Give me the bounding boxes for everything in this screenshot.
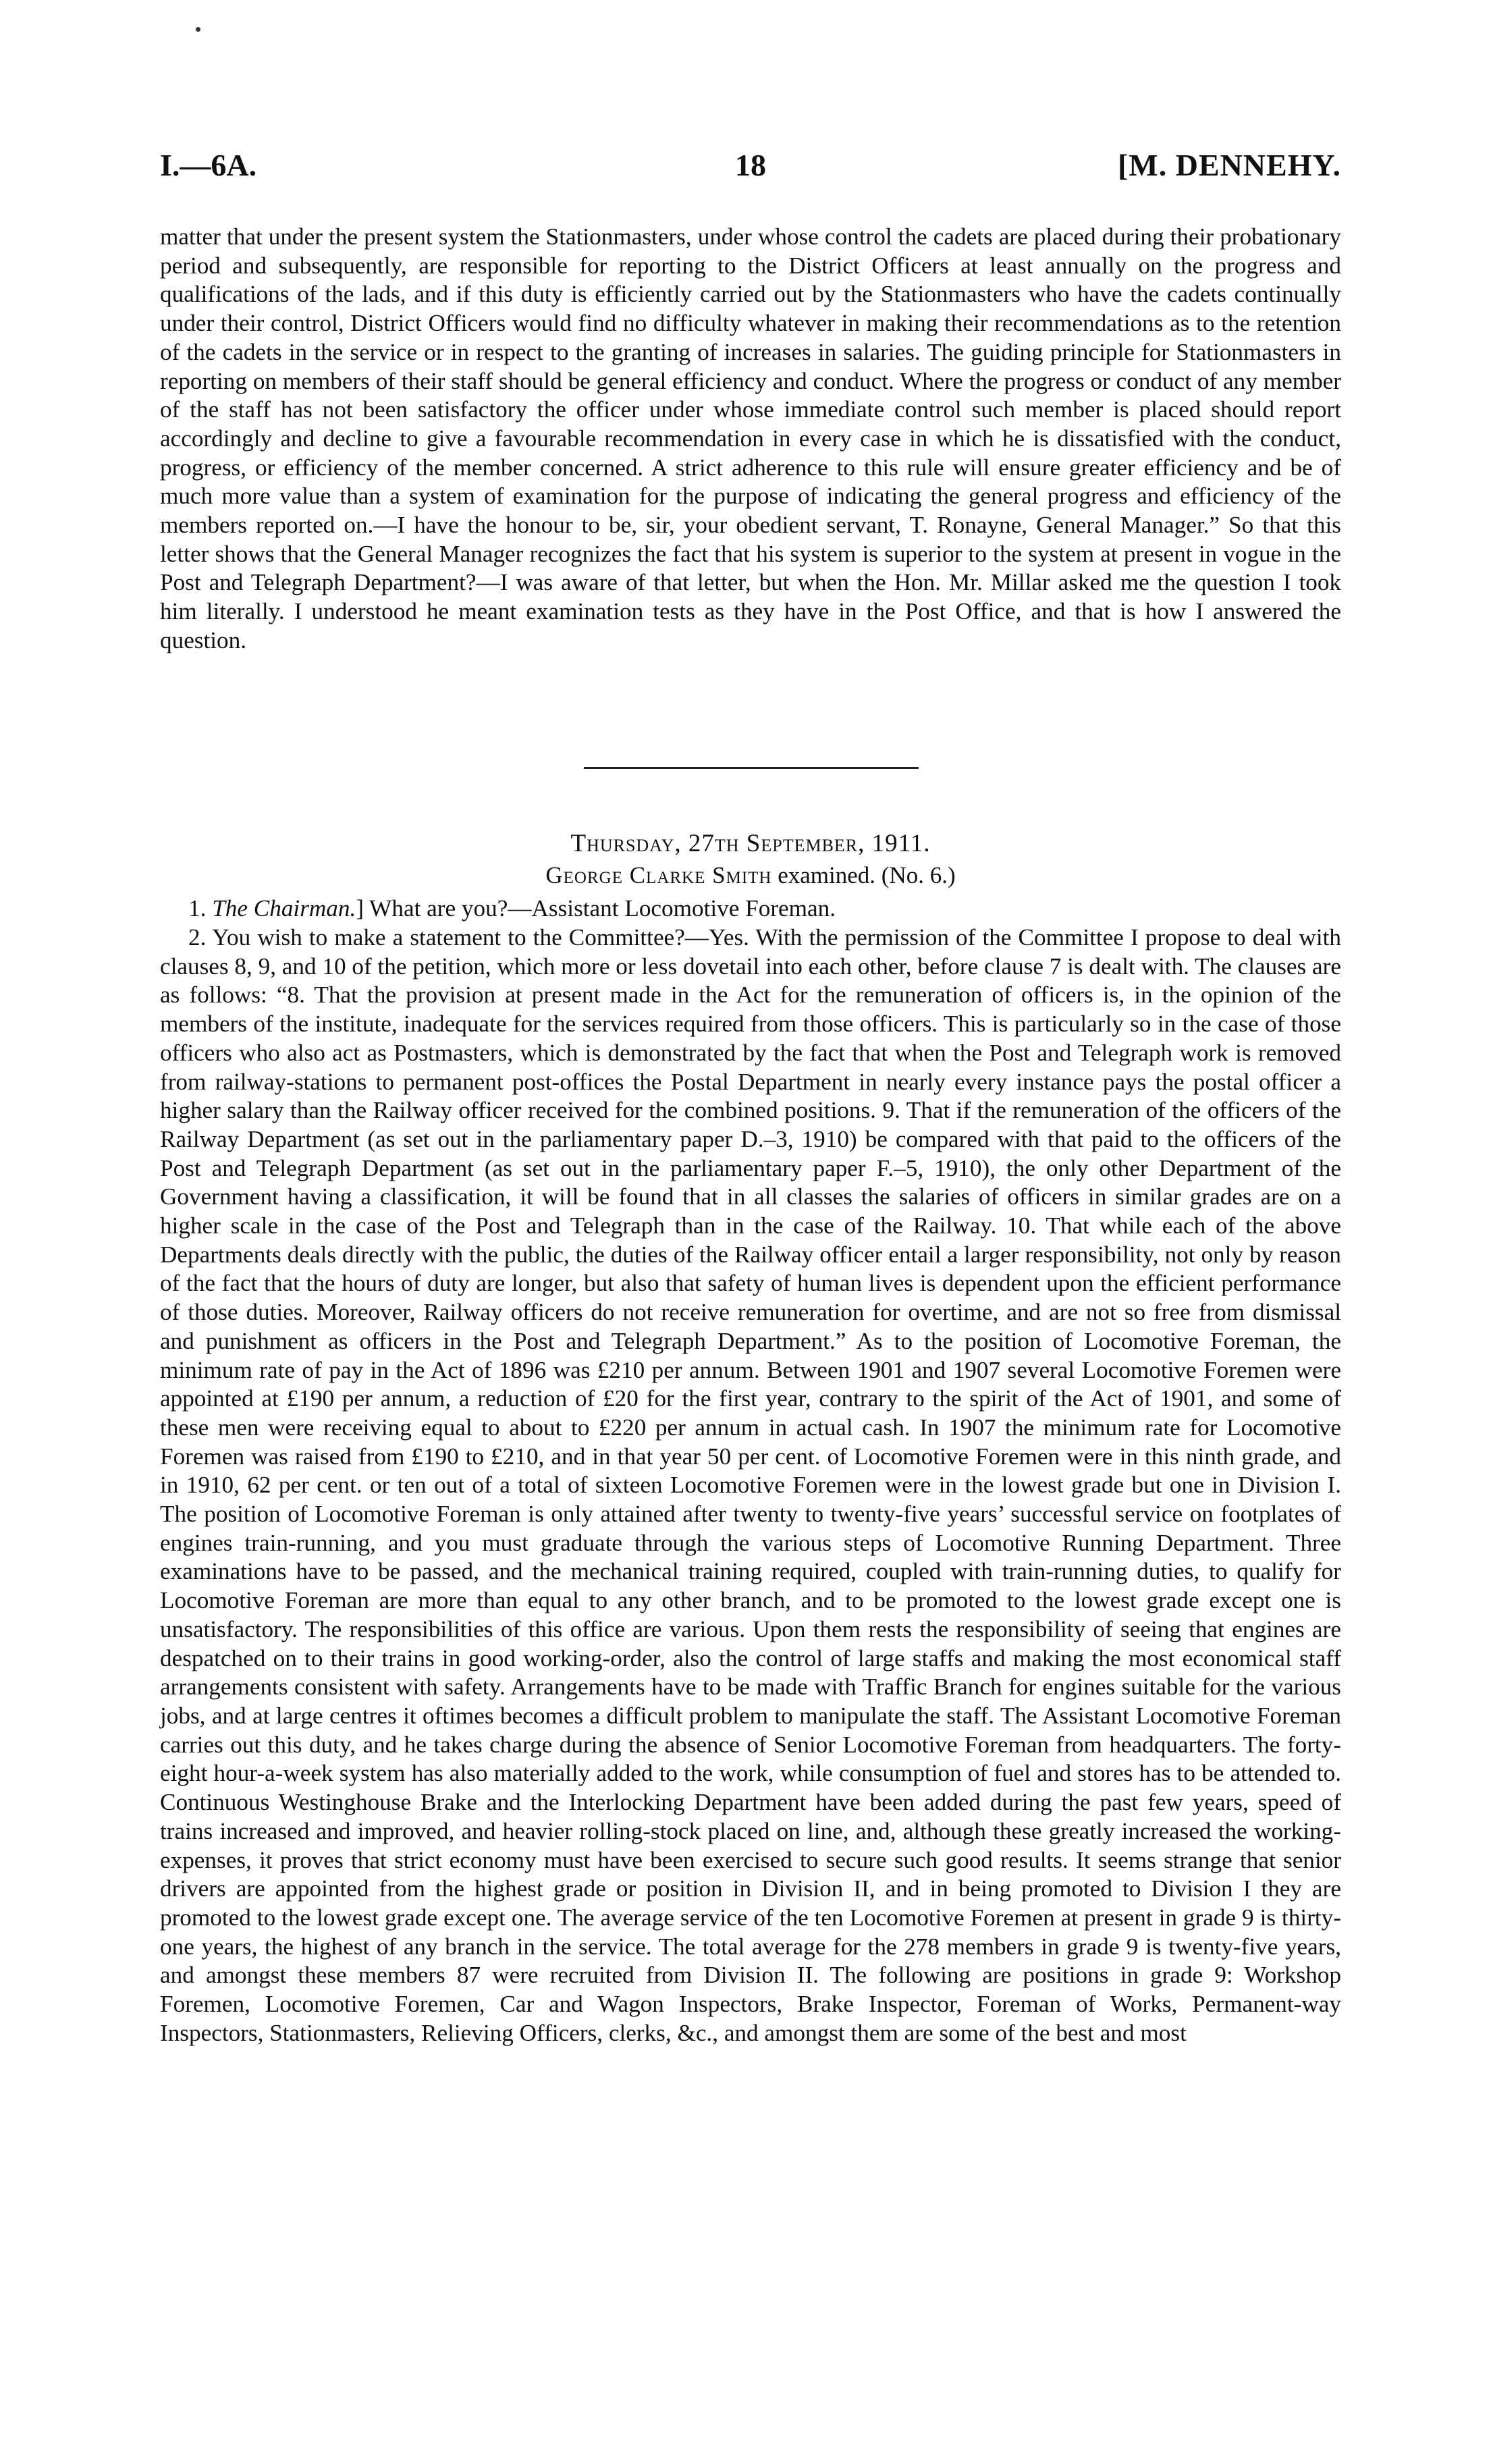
- examined-label: examined.: [778, 862, 876, 888]
- witness-number: (No. 6.): [881, 862, 956, 888]
- witness-heading: [160, 862, 1341, 889]
- page-header: [160, 147, 1341, 194]
- running-head-witness: [M. DENNEHY.: [1117, 148, 1341, 182]
- page-number: 18: [735, 148, 766, 182]
- page-speck: [196, 27, 200, 32]
- document-reference: I.—6A.: [160, 148, 257, 182]
- witness-name: George Clarke Smith: [545, 862, 772, 888]
- question-2: 2. You wish to make a statement to the Committee?—Yes. With the permission of the Committee I propose to deal with clauses 8, 9, and 10 of the petition, which more or less dovetail into each other, before clause 7 is dealt with. The clauses are as follows: “8. That the provision at present made in the Act for the remuneration of officers is, in the opinion of the members of the institute, inadequate for the services required from those officers. This is particularly so in the case of those officers who also act as Postmasters, which is demonstrated by the fact that when the Post and Telegraph work is removed from railway-stations to permanent post-offices the Postal Department in nearly every instance pays the postal officer a higher salary than the Railway officer received for the combined positions. 9. That if the remuneration of the officers of the Railway Department (as set out in the parliamentary paper D.–3, 1910) be compared with that paid to the officers of the Post and Telegraph Department (as set out in the parliamentary paper F.–5, 1910), the only other Department of the Government having a classification, it will be found that in all classes the salaries of officers in similar grades are on a higher scale in the case of the Post and Telegraph than in the case of the Railway. 10. That while each of the above Departments deals directly with the public, the duties of the Railway officer entail a larger responsibility, not only by reason of the fact that the hours of duty are longer, but also that safety of human lives is dependent upon the efficient performance of those duties. Moreover, Railway officers do not receive remuneration for overtime, and are not so free from dismissal and punishment as officers in the Post and Telegraph Department.” As to the position of Locomotive Foreman, the minimum rate of pay in the Act of 1896 was £210 per annum. Between 1901 and 1907 several Locomotive Foremen were appointed at £190 per annum, a reduction of £20 for the first year, contrary to the spirit of the Act of 1901, and some of these men were receiving equal to about to £220 per annum in actual cash. In 1907 the minimum rate for Locomotive Foremen was raised from £190 to £210, and in that year 50 per cent. of Locomotive Foremen were in this ninth grade, and in 1910, 62 per cent. or ten out of a total of sixteen Locomotive Foremen were in the lowest grade but one in Division I. The position of Locomotive Foreman is only attained after twenty to twenty-five years’ successful service on footplates of engines train-running, and you must graduate through the various steps of Locomotive Running Department. Three examinations have to be passed, and the mechanical training required, coupled with train-running duties, to qualify for Locomotive Foreman are more than equal to any other branch, and to be promoted to the lowest grade except one is unsatisfactory. The responsibilities of this office are various. Upon them rests the responsibility of seeing that engines are despatched on to their trains in good working-order, also the control of large staffs and making the most economical staff arrangements consistent with safety. Arrangements have to be made with Traffic Branch for engines suitable for the various jobs, and at large centres it oftimes becomes a difficult problem to manipulate the staff. The Assistant Locomotive Foreman carries out this duty, and he takes charge during the absence of Senior Locomotive Foreman from headquarters. The forty-eight hour-a-week system has also materially added to the work, while consumption of fuel and stores has to be attended to. Continuous Westinghouse Brake and the Interlocking Department have been added during the past few years, speed of trains increased and improved, and heavier rolling-stock placed on line, and, although these greatly increased the working-expenses, it proves that strict economy must have been exercised to secure such good results. It seems strange that senior drivers are appointed from the highest grade or position in Division II, and in being promoted to Division I they are promoted to the lowest grade except one. The average service of the ten Locomotive Foremen at present in grade 9 is thirty-one years, the highest of any branch in the service. The total average for the 278 members in grade 9 is twenty-five years, and amongst these members 87 were recruited from Division II. The following are positions in grade 9: Workshop Foremen, Locomotive Foremen, Car and Wagon Inspectors, Brake Inspector, Foreman of Works, Permanent-way Inspectors, Stationmasters, Relieving Officers, clerks, &c., and amongst them are some of the best and most: [160, 924, 1341, 2046]
- question-1: [160, 894, 1341, 923]
- continued-paragraph: matter that under the present system the Stationmasters, under whose control the cadets are placed during their probationary period and subsequently, are responsible for reporting to the District Officers at least annually on the progress and qualifications of the lads, and if this duty is efficiently carried out by the Stationmasters who have the cadets continually under their control, District Officers would find no difficulty whatever in making their recommendations as to the retention of the cadets in the service or in respect to the granting of increases in salaries. The guiding principle for Stationmasters in reporting on members of their staff should be general efficiency and conduct. Where the progress or conduct of any member of the staff has not been satisfactory the officer under whose immediate control such member is placed should report accordingly and decline to give a favourable recommendation in every case in which he is dissatisfied with the conduct, progress, or efficiency of the member concerned. A strict adherence to this rule will ensure greater efficiency and be of much more value than a system of examination for the purpose of indicating the general progress and efficiency of the members reported on.—I have the honour to be, sir, your obedient servant, T. Ronayne, General Manager.” So that this letter shows that the General Manager recognizes the fact that his system is superior to the system at present in vogue in the Post and Telegraph Department?—I was aware of that letter, but when the Hon. Mr. Millar asked me the question I took him literally. I understood he meant examination tests as they have in the Post Office, and that is how I answered the question.: [160, 223, 1341, 653]
- session-date: Thursday, 27th September, 1911.: [570, 830, 931, 857]
- question-text: ] What are you?—Assistant Locomotive Foreman.: [356, 895, 836, 921]
- question-number: 1.: [188, 895, 207, 921]
- section-divider: [584, 767, 919, 769]
- question-speaker: The Chairman.: [212, 895, 356, 921]
